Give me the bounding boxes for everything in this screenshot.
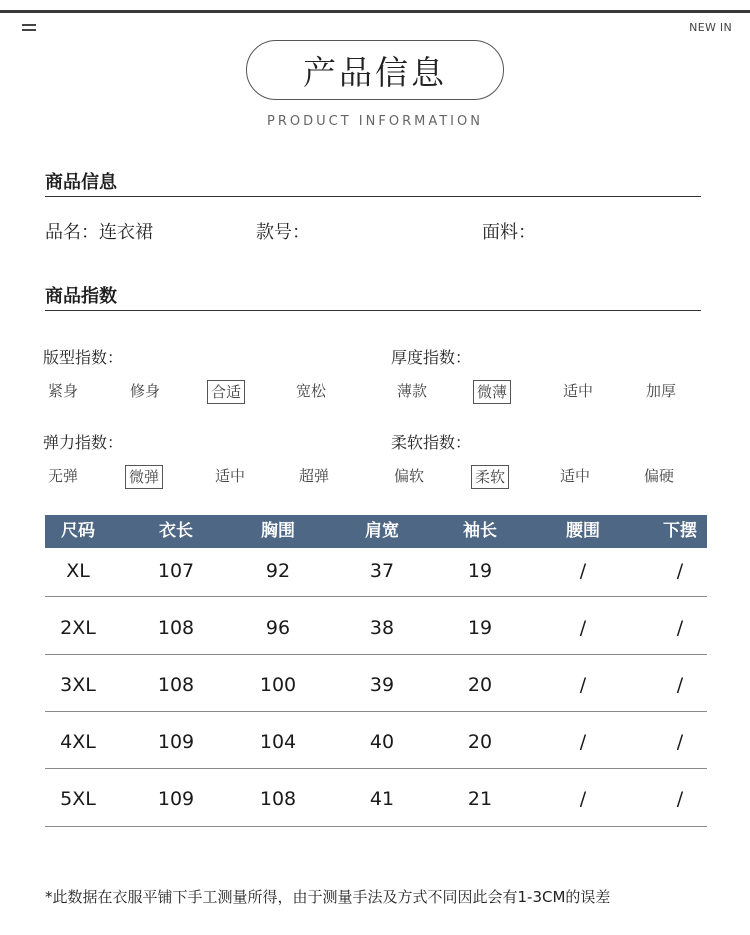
- index-option-selected: 合适: [207, 380, 245, 404]
- index-option-selected: 微薄: [473, 380, 511, 404]
- product-name: 品名：连衣裙: [45, 222, 153, 243]
- table-row-divider: [45, 826, 707, 827]
- product-info-heading: 商品信息: [45, 172, 117, 193]
- page-subtitle: PRODUCT INFORMATION: [267, 114, 483, 129]
- table-row-divider: [45, 768, 707, 769]
- table-cell: 108: [259, 788, 297, 810]
- table-cell: 96: [265, 617, 291, 639]
- index-option-selected: 微弹: [125, 465, 163, 489]
- table-cell: 37: [369, 560, 395, 582]
- table-header-cell: 肩宽: [365, 521, 399, 541]
- index-option: 超弹: [299, 467, 330, 485]
- size-table-header: [45, 515, 707, 548]
- table-cell: /: [676, 617, 684, 639]
- table-cell: /: [676, 674, 684, 696]
- top-divider: [0, 10, 750, 13]
- table-header-cell: 尺码: [61, 521, 95, 541]
- table-row-divider: [45, 654, 707, 655]
- index-option: 偏硬: [644, 467, 675, 485]
- table-cell: /: [579, 617, 587, 639]
- table-cell: 5XL: [60, 788, 96, 810]
- table-cell: 104: [259, 731, 297, 753]
- product-model: 款号：: [256, 222, 310, 243]
- table-header-cell: 袖长: [463, 521, 497, 541]
- index-option: 紧身: [48, 382, 79, 400]
- table-cell: 107: [157, 560, 195, 582]
- table-cell: 39: [369, 674, 395, 696]
- table-cell: 108: [157, 674, 195, 696]
- index-group-title: 版型指数：: [43, 348, 124, 367]
- index-option: 适中: [215, 467, 246, 485]
- table-cell: 92: [265, 560, 291, 582]
- table-header-cell: 下摆: [663, 521, 697, 541]
- table-cell: 38: [369, 617, 395, 639]
- table-cell: /: [676, 788, 684, 810]
- index-option: 偏软: [394, 467, 425, 485]
- table-header-cell: 衣长: [159, 521, 193, 541]
- table-cell: 4XL: [60, 731, 96, 753]
- table-cell: 19: [467, 560, 493, 582]
- index-option: 宽松: [296, 382, 327, 400]
- table-cell: /: [579, 674, 587, 696]
- index-option: 无弹: [48, 467, 79, 485]
- table-cell: 20: [467, 674, 493, 696]
- table-cell: 21: [467, 788, 493, 810]
- section-divider: [45, 310, 701, 311]
- index-group-title: 弹力指数：: [43, 433, 124, 452]
- table-cell: 3XL: [60, 674, 96, 696]
- page-title: 产品信息: [246, 40, 504, 100]
- table-cell: XL: [66, 560, 90, 582]
- table-cell: 109: [157, 788, 195, 810]
- measurement-note: *此数据在衣服平铺下手工测量所得，由于测量手法及方式不同因此会有1-3CM的误差: [45, 888, 611, 906]
- index-option-selected: 柔软: [471, 465, 509, 489]
- table-cell: 19: [467, 617, 493, 639]
- table-row-divider: [45, 711, 707, 712]
- table-cell: 2XL: [60, 617, 96, 639]
- section-divider: [45, 196, 701, 197]
- table-cell: 41: [369, 788, 395, 810]
- table-cell: 100: [259, 674, 297, 696]
- index-option: 薄款: [397, 382, 428, 400]
- index-option: 适中: [563, 382, 594, 400]
- table-cell: 109: [157, 731, 195, 753]
- table-cell: /: [579, 560, 587, 582]
- index-option: 适中: [560, 467, 591, 485]
- table-header-cell: 胸围: [261, 521, 295, 541]
- table-row-divider: [45, 596, 707, 597]
- table-header-cell: 腰围: [566, 521, 600, 541]
- index-group-title: 柔软指数：: [391, 433, 472, 452]
- index-option: 修身: [130, 382, 161, 400]
- product-fabric: 面料：: [482, 222, 536, 243]
- table-cell: /: [579, 788, 587, 810]
- table-cell: 108: [157, 617, 195, 639]
- new-in-label: NEW IN: [689, 21, 732, 34]
- table-cell: 40: [369, 731, 395, 753]
- index-group-title: 厚度指数：: [391, 348, 472, 367]
- table-cell: /: [579, 731, 587, 753]
- table-cell: /: [676, 731, 684, 753]
- index-option: 加厚: [646, 382, 677, 400]
- table-cell: /: [676, 560, 684, 582]
- menu-icon[interactable]: [22, 24, 36, 33]
- indices-heading: 商品指数: [45, 286, 117, 307]
- table-cell: 20: [467, 731, 493, 753]
